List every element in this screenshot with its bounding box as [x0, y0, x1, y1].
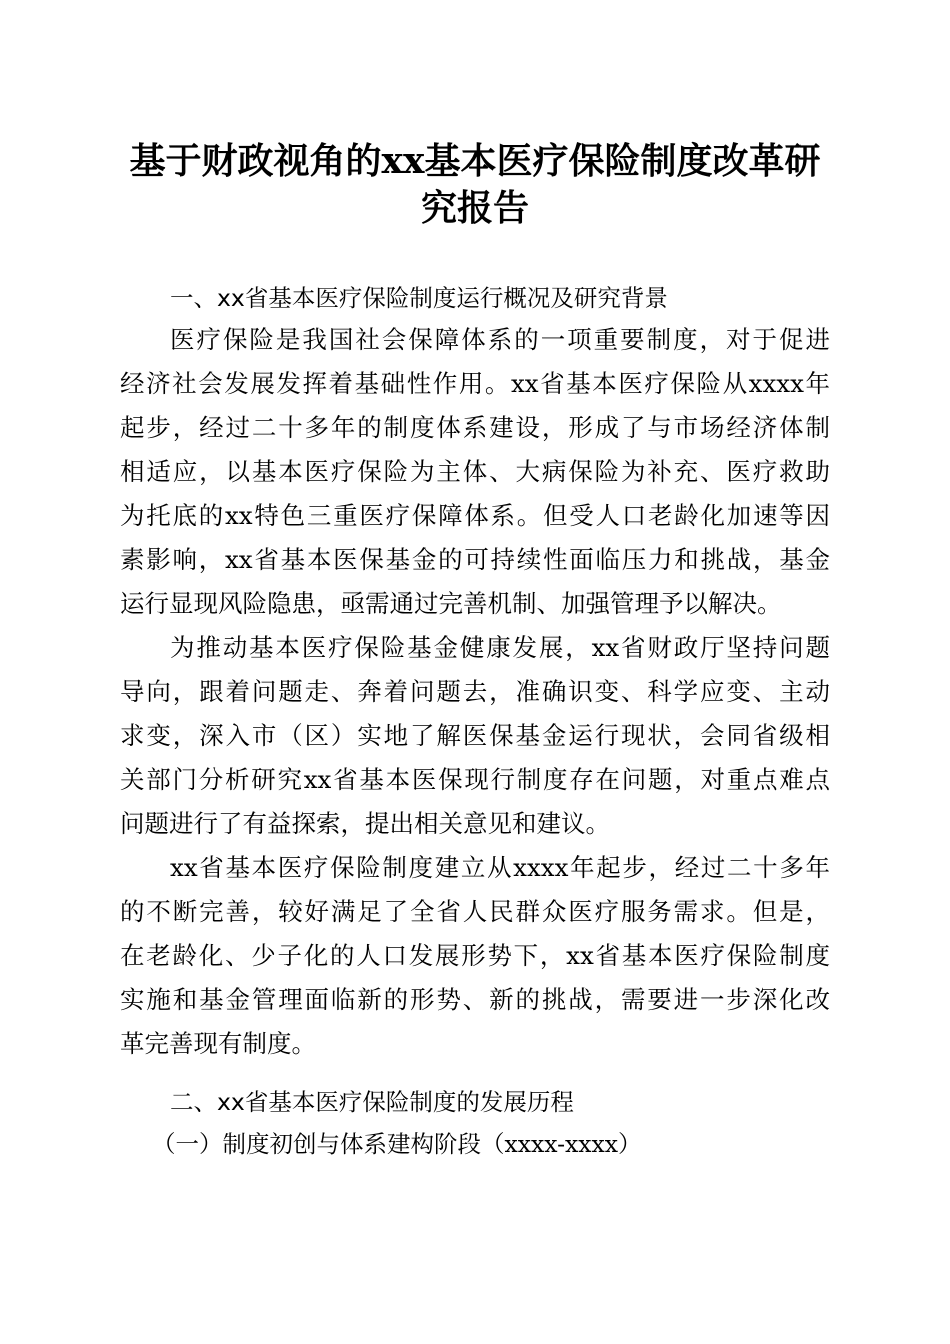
paragraph-line: 关部门分析研究xx省基本医保现行制度存在问题，对重点难点 [120, 765, 830, 794]
document-title-line-1: 基于财政视角的xx基本医疗保险制度改革研 [129, 140, 821, 182]
subsection-heading-1: （一）制度初创与体系建构阶段（xxxx-xxxx） [152, 1130, 642, 1158]
paragraph-line: 导向，跟着问题走、奔着问题去，准确识变、科学应变、主动 [120, 677, 830, 706]
paragraph-line: 问题进行了有益探索，提出相关意见和建议。 [120, 809, 610, 838]
paragraph-line: 为托底的xx特色三重医疗保障体系。但受人口老龄化加速等因 [120, 501, 830, 530]
paragraph-line: 经济社会发展发挥着基础性作用。xx省基本医疗保险从xxxx年 [120, 369, 830, 398]
section-heading-2: 二、xx省基本医疗保险制度的发展历程 [170, 1088, 574, 1116]
paragraph-line: 实施和基金管理面临新的形势、新的挑战，需要进一步深化改 [120, 985, 830, 1014]
paragraph-line: 求变，深入市（区）实地了解医保基金运行现状，会同省级相 [120, 721, 830, 750]
section-heading-1: 一、xx省基本医疗保险制度运行概况及研究背景 [170, 284, 668, 312]
paragraph-line: 为推动基本医疗保险基金健康发展，xx省财政厅坚持问题 [170, 633, 830, 662]
paragraph-line: 运行显现风险隐患，亟需通过完善机制、加强管理予以解决。 [120, 589, 782, 618]
paragraph-line: xx省基本医疗保险制度建立从xxxx年起步，经过二十多年 [170, 853, 830, 882]
paragraph-line: 革完善现有制度。 [120, 1029, 316, 1058]
paragraph-line: 相适应，以基本医疗保险为主体、大病保险为补充、医疗救助 [120, 457, 830, 486]
paragraph-line: 在老龄化、少子化的人口发展形势下，xx省基本医疗保险制度 [120, 941, 830, 970]
paragraph-line: 医疗保险是我国社会保障体系的一项重要制度，对于促进 [170, 325, 830, 354]
paragraph-line: 起步，经过二十多年的制度体系建设，形成了与市场经济体制 [120, 413, 830, 442]
document-title-line-2: 究报告 [420, 187, 529, 229]
paragraph-line: 素影响，xx省基本医保基金的可持续性面临压力和挑战，基金 [120, 545, 830, 574]
paragraph-line: 的不断完善，较好满足了全省人民群众医疗服务需求。但是， [120, 897, 830, 926]
